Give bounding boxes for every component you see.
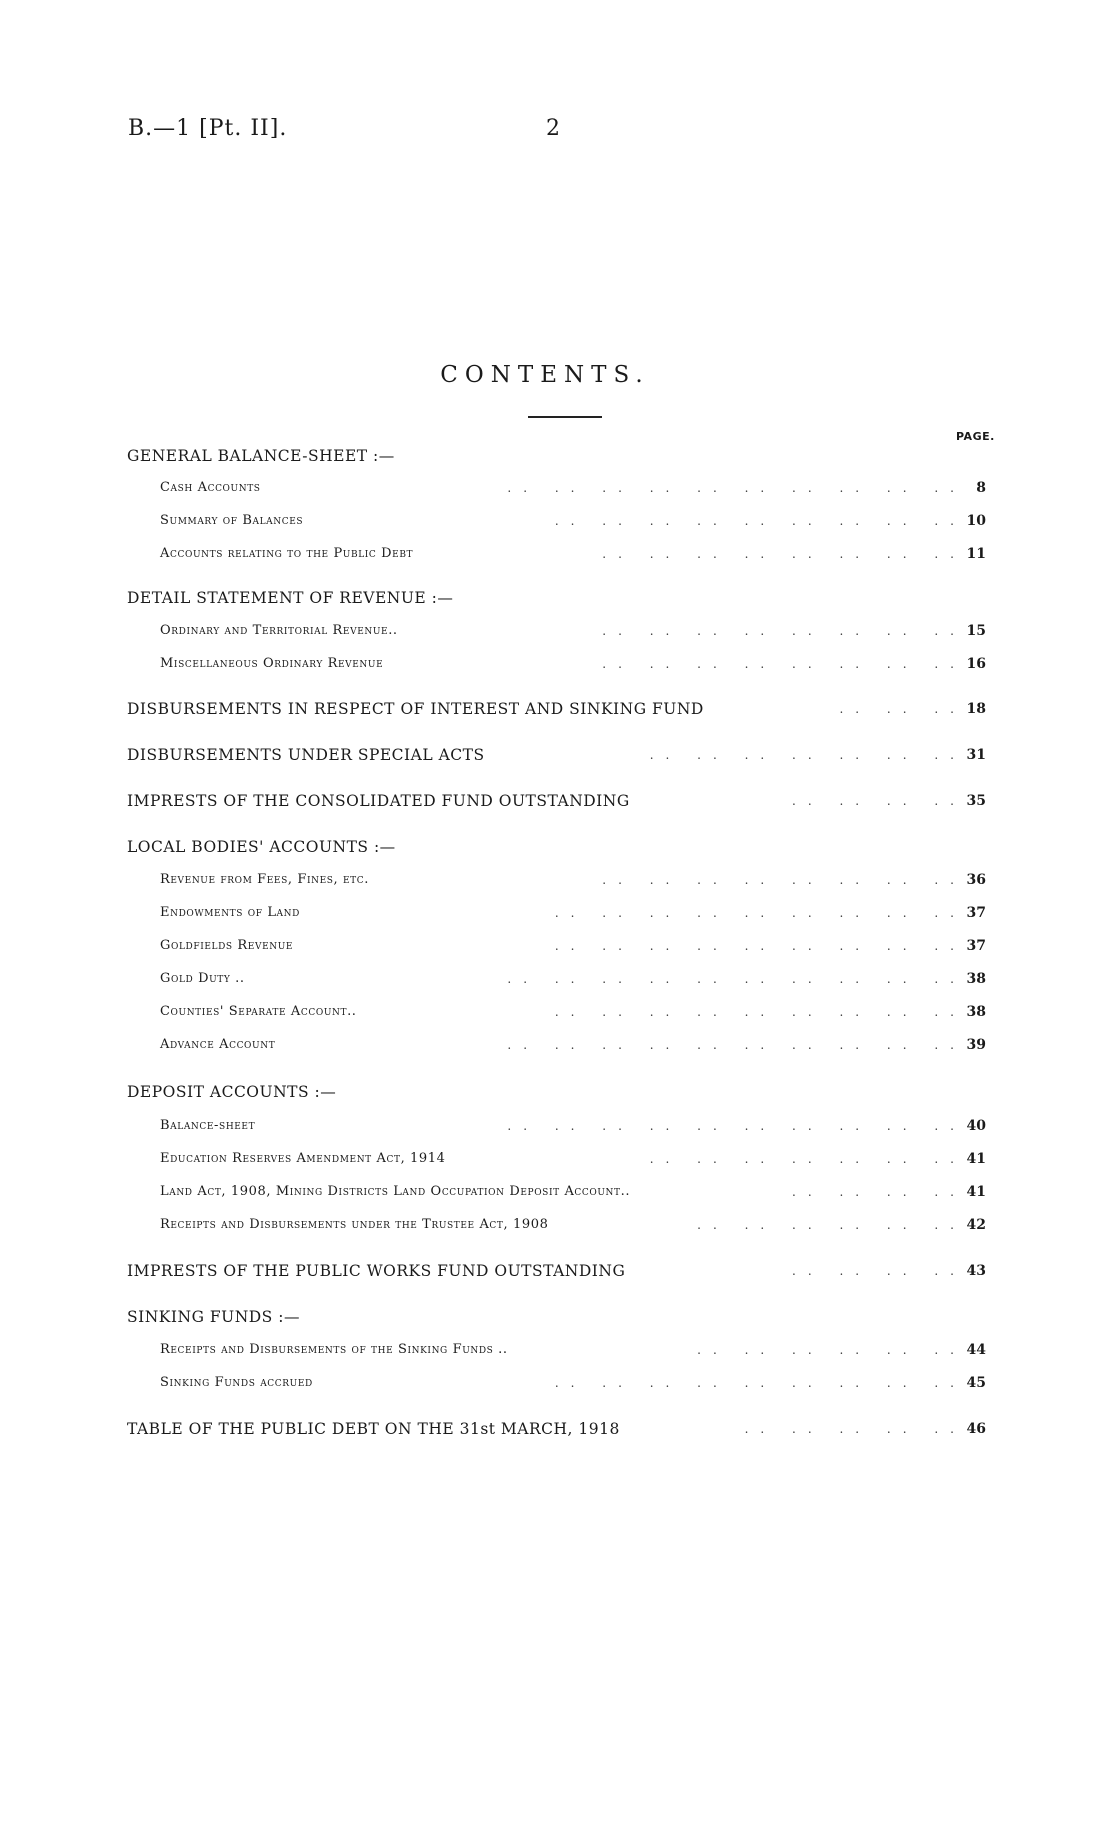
entry-label: Balance-sheet: [160, 1118, 256, 1133]
contents-entry: [0, 743, 1114, 767]
dot-leader: .. .. .. .. .. .. .. ..: [602, 547, 966, 561]
contents-subentry: [0, 1033, 1114, 1057]
entry-page-number: 41: [966, 1184, 986, 1200]
contents-entry: [0, 1417, 1114, 1441]
contents-section-heading: [0, 444, 1114, 468]
contents-title: CONTENTS.: [440, 362, 650, 388]
entry-label: Receipts and Disbursements under the Trustee Act, 1908: [160, 1217, 549, 1232]
entry-page-number: 16: [966, 656, 986, 672]
entry-page-number: 10: [966, 513, 986, 529]
entry-page-number: 45: [966, 1375, 986, 1391]
contents-section-heading: [0, 1080, 1114, 1104]
contents-subentry: [0, 868, 1114, 892]
entry-label: Ordinary and Territorial Revenue..: [160, 623, 398, 638]
title-underline: [528, 416, 602, 418]
contents-section-heading: [0, 835, 1114, 859]
dot-leader: .. .. .. .. .. .. ..: [649, 1152, 966, 1166]
contents-subentry: [0, 652, 1114, 676]
page-column-label: PAGE.: [956, 430, 995, 443]
entry-page-number: 42: [966, 1217, 986, 1233]
dot-leader: .. .. .. .. .. .. .. ..: [602, 624, 966, 638]
contents-entry: [0, 789, 1114, 813]
entry-page-number: 39: [966, 1037, 986, 1053]
entry-label: Summary of Balances: [160, 513, 304, 528]
entry-label: Advance Account: [160, 1037, 276, 1052]
dot-leader: .. .. ..: [839, 702, 966, 716]
dot-leader: .. .. .. .. .. .. ..: [649, 748, 966, 762]
entry-label: Endowments of Land: [160, 905, 300, 920]
dot-leader: .. .. .. .. .. .. .. .. .. ..: [507, 972, 966, 986]
dot-leader: .. .. .. .. .. .. .. ..: [602, 873, 966, 887]
entry-label: Accounts relating to the Public Debt: [160, 546, 414, 561]
entry-label: DETAIL STATEMENT OF REVENUE :—: [127, 589, 454, 607]
entry-page-number: 40: [966, 1118, 986, 1134]
dot-leader: .. .. .. .. .. .. .. .. ..: [554, 939, 966, 953]
contents-subentry: [0, 901, 1114, 925]
contents-subentry: [0, 967, 1114, 991]
entry-page-number: 43: [966, 1263, 986, 1279]
dot-leader: .. .. .. .. .. .. .. .. .. ..: [507, 1038, 966, 1052]
contents-subentry: [0, 476, 1114, 500]
entry-label: Revenue from Fees, Fines, etc.: [160, 872, 369, 887]
contents-section-heading: [0, 586, 1114, 610]
entry-label: GENERAL BALANCE-SHEET :—: [127, 447, 395, 465]
dot-leader: .. .. .. .. .. ..: [697, 1218, 966, 1232]
dot-leader: .. .. .. ..: [792, 1264, 966, 1278]
entry-page-number: 8: [976, 480, 986, 496]
entry-page-number: 11: [966, 546, 986, 562]
contents-subentry: [0, 1371, 1114, 1395]
contents-subentry: [0, 1114, 1114, 1138]
entry-label: Land Act, 1908, Mining Districts Land Occupation Deposit Account..: [160, 1184, 631, 1199]
contents-subentry: [0, 934, 1114, 958]
entry-label: Receipts and Disbursements of the Sinking Funds ..: [160, 1342, 508, 1357]
page-number: 2: [546, 116, 560, 141]
contents-subentry: [0, 1180, 1114, 1204]
contents-subentry: [0, 1000, 1114, 1024]
entry-label: DISBURSEMENTS IN RESPECT OF INTEREST AND SINKING FUND: [127, 700, 704, 718]
contents-entry: [0, 1259, 1114, 1283]
entry-label: Counties' Separate Account..: [160, 1004, 357, 1019]
entry-page-number: 31: [966, 747, 986, 763]
entry-page-number: 35: [966, 793, 986, 809]
entry-label: IMPRESTS OF THE PUBLIC WORKS FUND OUTSTANDING: [127, 1262, 626, 1280]
dot-leader: .. .. .. ..: [792, 1185, 966, 1199]
entry-label: Cash Accounts: [160, 480, 261, 495]
entry-page-number: 37: [966, 905, 986, 921]
contents-section-heading: [0, 1305, 1114, 1329]
entry-label: Miscellaneous Ordinary Revenue: [160, 656, 384, 671]
entry-page-number: 36: [966, 872, 986, 888]
contents-entry: [0, 697, 1114, 721]
entry-page-number: 18: [966, 701, 986, 717]
dot-leader: .. .. .. ..: [792, 794, 966, 808]
contents-subentry: [0, 509, 1114, 533]
entry-page-number: 15: [966, 623, 986, 639]
entry-label: Gold Duty ..: [160, 971, 245, 986]
entry-page-number: 37: [966, 938, 986, 954]
entry-label: SINKING FUNDS :—: [127, 1308, 300, 1326]
dot-leader: .. .. .. .. ..: [744, 1422, 966, 1436]
document-reference: B.—1 [Pt. II].: [128, 116, 288, 141]
dot-leader: .. .. .. .. .. .. .. .. ..: [554, 1005, 966, 1019]
dot-leader: .. .. .. .. .. .. .. .. ..: [554, 514, 966, 528]
entry-page-number: 41: [966, 1151, 986, 1167]
dot-leader: .. .. .. .. .. ..: [697, 1343, 966, 1357]
entry-label: TABLE OF THE PUBLIC DEBT ON THE 31st MARCH, 1918: [127, 1420, 620, 1438]
entry-page-number: 38: [966, 971, 986, 987]
dot-leader: .. .. .. .. .. .. .. .. ..: [554, 906, 966, 920]
dot-leader: .. .. .. .. .. .. .. .. ..: [554, 1376, 966, 1390]
entry-label: Education Reserves Amendment Act, 1914: [160, 1151, 446, 1166]
dot-leader: .. .. .. .. .. .. .. .. .. ..: [507, 1119, 966, 1133]
contents-subentry: [0, 1147, 1114, 1171]
entry-page-number: 44: [966, 1342, 986, 1358]
contents-subentry: [0, 1213, 1114, 1237]
entry-label: Goldfields Revenue: [160, 938, 294, 953]
entry-label: DEPOSIT ACCOUNTS :—: [127, 1083, 337, 1101]
dot-leader: .. .. .. .. .. .. .. .. .. ..: [507, 481, 966, 495]
entry-label: Sinking Funds accrued: [160, 1375, 313, 1390]
entry-label: LOCAL BODIES' ACCOUNTS :—: [127, 838, 396, 856]
contents-subentry: [0, 1338, 1114, 1362]
contents-subentry: [0, 542, 1114, 566]
entry-label: DISBURSEMENTS UNDER SPECIAL ACTS: [127, 746, 485, 764]
entry-page-number: 38: [966, 1004, 986, 1020]
entry-label: IMPRESTS OF THE CONSOLIDATED FUND OUTSTANDING: [127, 792, 630, 810]
dot-leader: .. .. .. .. .. .. .. ..: [602, 657, 966, 671]
contents-subentry: [0, 619, 1114, 643]
entry-page-number: 46: [966, 1421, 986, 1437]
